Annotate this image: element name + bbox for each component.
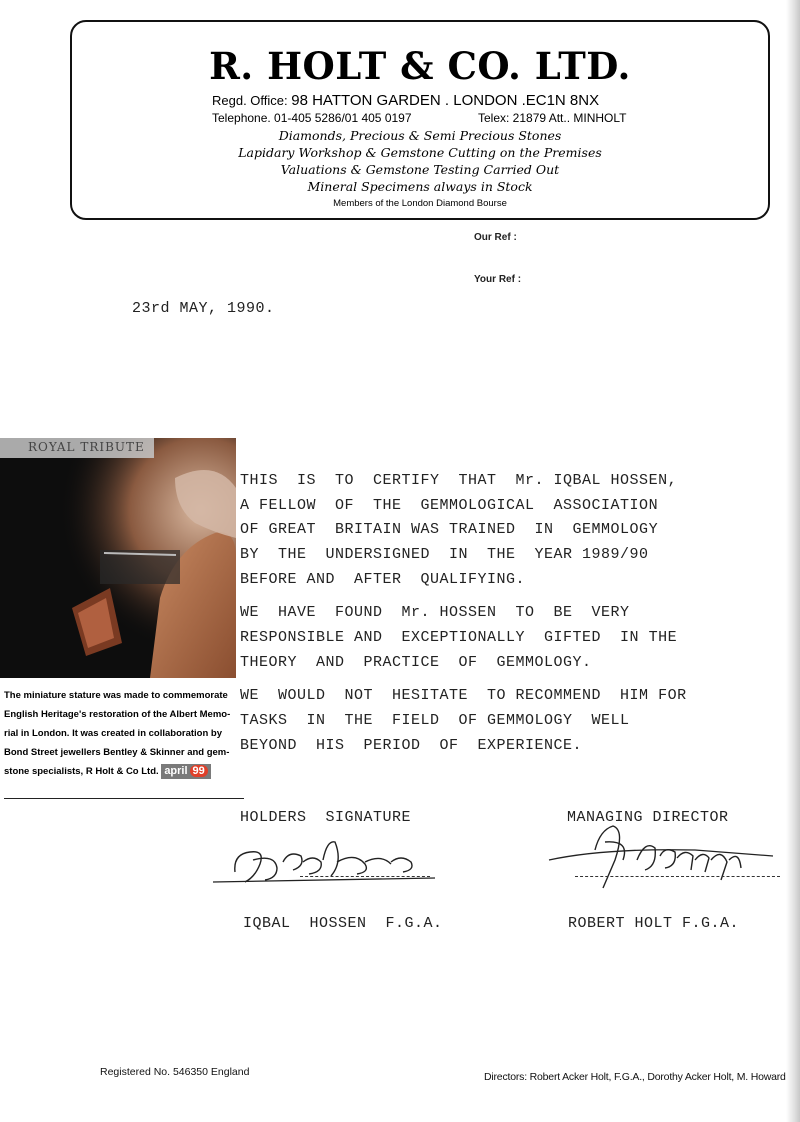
body-line: A FELLOW OF THE GEMMOLOGICAL ASSOCIATION bbox=[240, 497, 659, 514]
telephone: Telephone. 01-405 5286/01 405 0197 bbox=[212, 111, 412, 125]
caption-line: English Heritage's restoration of the Albert Memo- bbox=[4, 709, 231, 720]
service-line: Diamonds, Precious & Semi Precious Stones bbox=[278, 128, 562, 143]
caption-line: stone specialists, R Holt & Co Ltd. bbox=[4, 766, 159, 777]
service-line: Mineral Specimens always in Stock bbox=[307, 179, 533, 194]
your-ref: Your Ref : bbox=[474, 274, 522, 285]
registered-number: Registered No. 546350 England bbox=[100, 1066, 250, 1078]
director-signature bbox=[545, 820, 780, 895]
body-line: RESPONSIBLE AND EXCEPTIONALLY GIFTED IN THE bbox=[240, 629, 678, 646]
holder-name: IQBAL HOSSEN F.G.A. bbox=[243, 915, 443, 932]
body-line: BEFORE AND AFTER QUALIFYING. bbox=[240, 571, 526, 588]
director-heading: MANAGING DIRECTOR bbox=[567, 809, 729, 826]
body-line: WE WOULD NOT HESITATE TO RECOMMEND HIM FOR bbox=[240, 687, 687, 704]
page-edge-shadow bbox=[786, 0, 800, 1122]
company-name: R. HOLT & CO. LTD. bbox=[209, 44, 631, 88]
body-line: TASKS IN THE FIELD OF GEMMOLOGY WELL bbox=[240, 712, 630, 729]
issue-number: 99 bbox=[190, 765, 208, 777]
body-line: OF GREAT BRITAIN WAS TRAINED IN GEMMOLOGY bbox=[240, 521, 659, 538]
office-address: 98 HATTON GARDEN . LONDON .EC1N 8NX bbox=[291, 92, 600, 109]
caption-rule bbox=[4, 798, 244, 799]
clipping-photo bbox=[0, 438, 236, 678]
clipping-banner: ROYAL TRIBUTE bbox=[28, 440, 145, 454]
body-line: THEORY AND PRACTICE OF GEMMOLOGY. bbox=[240, 654, 592, 671]
holder-signature bbox=[205, 832, 445, 897]
statue-photo bbox=[0, 438, 236, 678]
caption-line: The miniature stature was made to commemorate bbox=[4, 690, 228, 701]
directors-list: Directors: Robert Acker Holt, F.G.A., Dorothy Acker Holt, M. Howard bbox=[484, 1071, 786, 1083]
our-ref: Our Ref : bbox=[474, 232, 517, 243]
registered-office bbox=[212, 92, 599, 109]
members-note: Members of the London Diamond Bourse bbox=[333, 198, 507, 209]
director-name: ROBERT HOLT F.G.A. bbox=[568, 915, 740, 932]
caption-line-last bbox=[4, 762, 240, 781]
body-line: WE HAVE FOUND Mr. HOSSEN TO BE VERY bbox=[240, 604, 630, 621]
clipping-caption bbox=[4, 686, 240, 781]
director-signature-line bbox=[575, 876, 780, 877]
caption-line: rial in London. It was created in collaboration by bbox=[4, 728, 223, 739]
service-line: Lapidary Workshop & Gemstone Cutting on the Premises bbox=[238, 145, 602, 160]
holder-signature-line bbox=[300, 876, 430, 877]
telex: Telex: 21879 Att.. MINHOLT bbox=[478, 111, 627, 125]
office-label: Regd. Office: bbox=[212, 93, 292, 108]
letterhead bbox=[70, 20, 770, 220]
service-line: Valuations & Gemstone Testing Carried Out bbox=[280, 162, 560, 177]
holder-signature-heading: HOLDERS SIGNATURE bbox=[240, 809, 412, 826]
body-line: BY THE UNDERSIGNED IN THE YEAR 1989/90 bbox=[240, 546, 649, 563]
caption-line: Bond Street jewellers Bentley & Skinner and gem- bbox=[4, 747, 230, 758]
issue-month: april bbox=[164, 764, 188, 777]
body-line: THIS IS TO CERTIFY THAT Mr. IQBAL HOSSEN, bbox=[240, 472, 678, 489]
issue-badge bbox=[161, 764, 210, 779]
letter-date: 23rd MAY, 1990. bbox=[132, 300, 275, 317]
body-line: BEYOND HIS PERIOD OF EXPERIENCE. bbox=[240, 737, 583, 754]
